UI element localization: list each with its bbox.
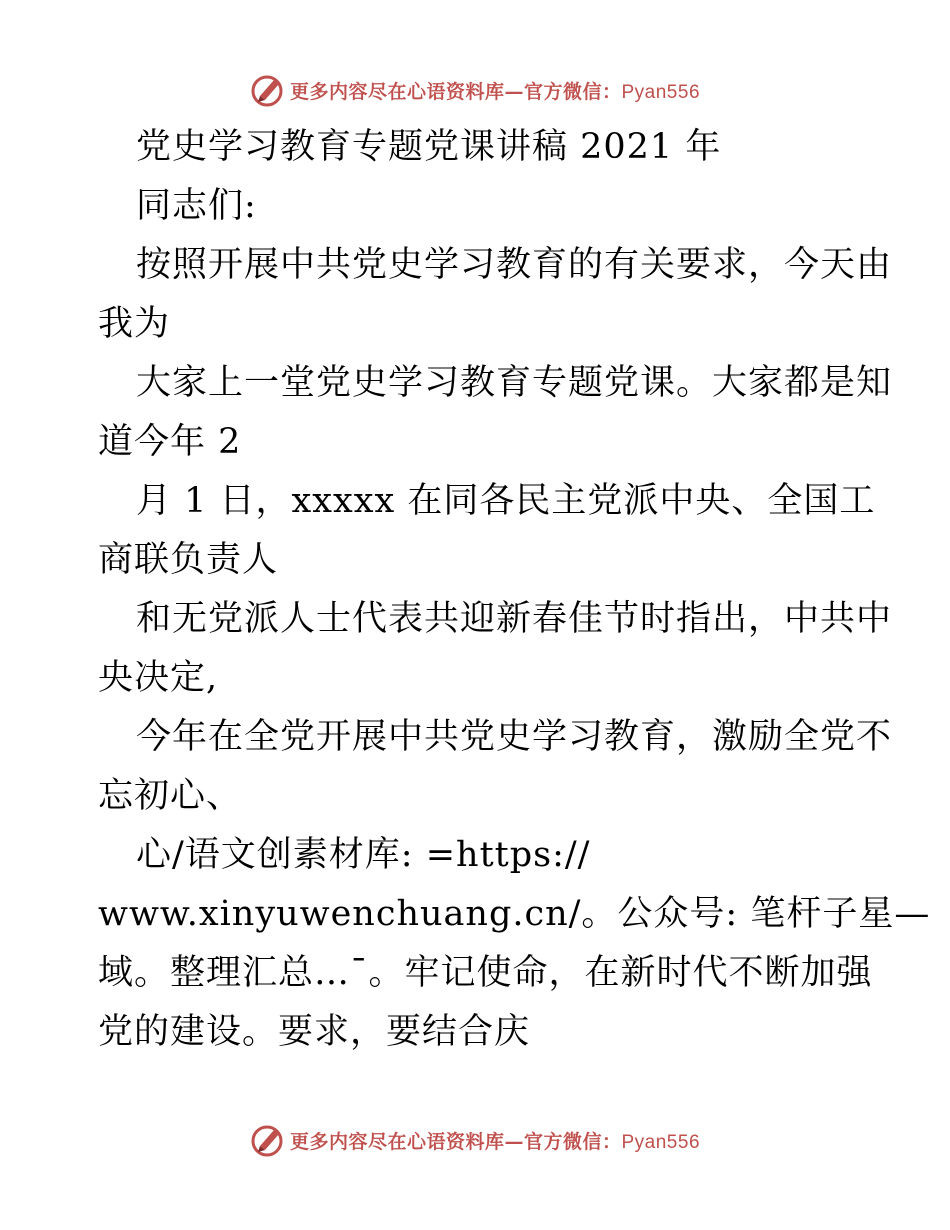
text-line: www.xinyuwenchuang.cn/。公众号: 笔杆子星— bbox=[98, 894, 931, 934]
text-line: 党的建设。要求，要结合庆 bbox=[98, 1012, 531, 1052]
text-line: 央决定, bbox=[98, 658, 219, 698]
text-line: 月 1 日，xxxxx 在同各民主党派中央、全国工 bbox=[136, 481, 876, 521]
watermark-text: 更多内容尽在心语资料库—官方微信：Pyan556 bbox=[289, 1130, 701, 1153]
text-line: 按照开展中共党史学习教育的有关要求，今天由 bbox=[136, 245, 893, 285]
text-line: 我为 bbox=[98, 304, 171, 344]
text-line: 忘初心、 bbox=[98, 776, 243, 816]
text-line: 同志们: bbox=[136, 186, 257, 226]
text-line: 大家上一堂党史学习教育专题党课。大家都是知 bbox=[136, 363, 893, 403]
text-line: 今年在全党开展中共党史学习教育，激励全党不 bbox=[136, 717, 893, 757]
text-line: 和无党派人士代表共迎新春佳节时指出，中共中 bbox=[136, 599, 893, 639]
document-body bbox=[98, 118, 931, 1062]
pen-seal-icon bbox=[250, 72, 286, 108]
pen-seal-icon bbox=[250, 1122, 286, 1158]
text-line: 道今年 2 bbox=[98, 422, 242, 462]
watermark-text: 更多内容尽在心语资料库—官方微信：Pyan556 bbox=[289, 80, 701, 103]
footer-watermark bbox=[0, 1120, 950, 1160]
header-watermark bbox=[0, 70, 950, 110]
text-line: 心/语文创素材库: =https:// bbox=[136, 835, 591, 875]
text-line: 党史学习教育专题党课讲稿 2021 年 bbox=[136, 127, 722, 167]
text-line: 域。整理汇总…¯。牢记使命，在新时代不断加强 bbox=[98, 953, 873, 993]
text-line: 商联负责人 bbox=[98, 540, 279, 580]
